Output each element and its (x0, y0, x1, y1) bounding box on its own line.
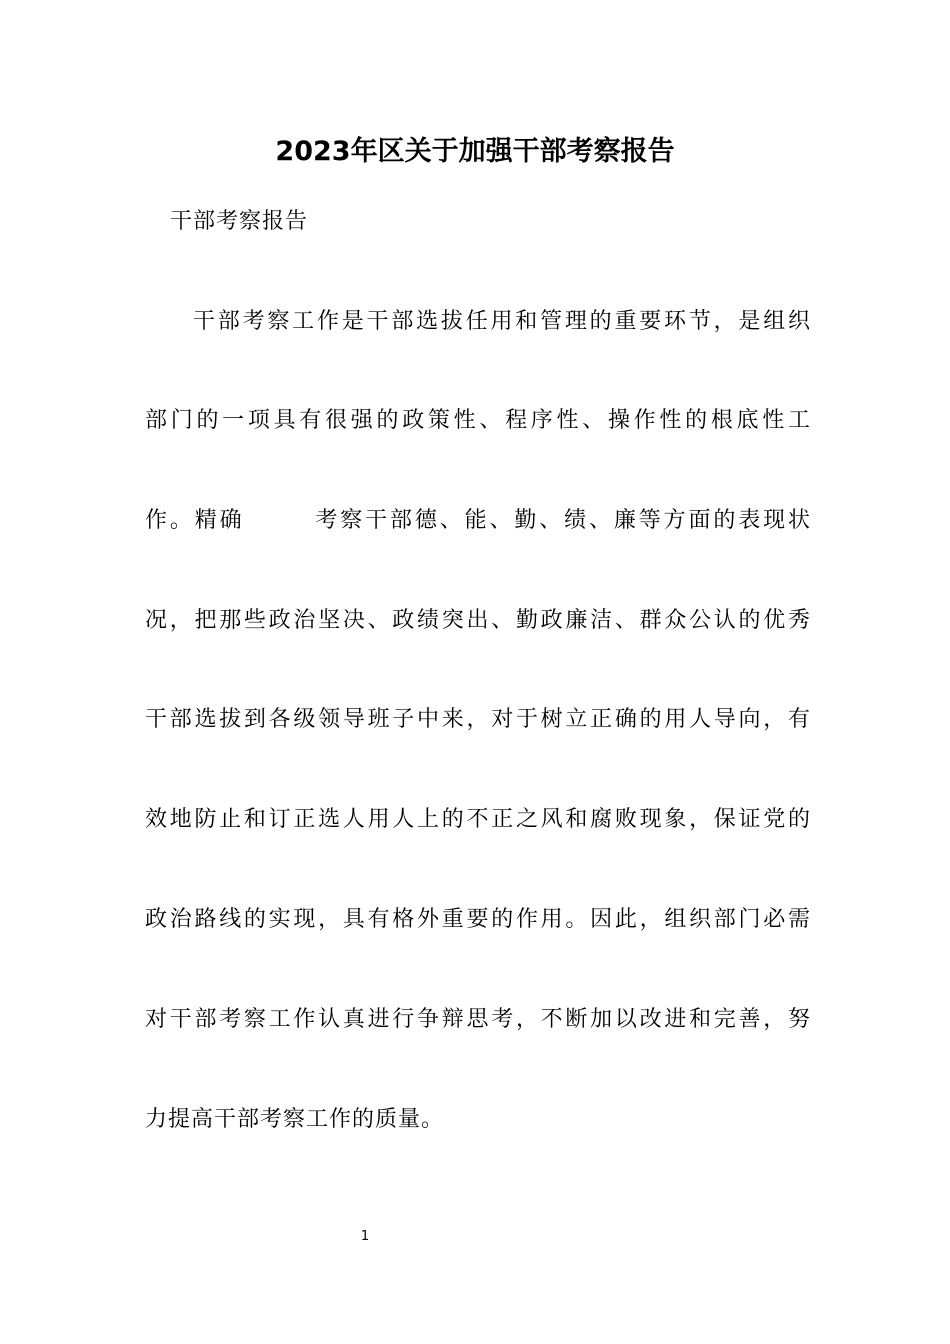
body-line-8: 对干部考察工作认真进行争辩思考，不断加以改进和完善，努 (145, 1007, 810, 1032)
body-line-3 (145, 504, 810, 538)
body-line-4: 况，把那些政治坚决、政绩突出、勤政廉洁、群众公认的优秀 (145, 608, 810, 633)
body-line-3-end: 考察干部德、能、勤、绩、廉等方面的表现状 (312, 508, 810, 533)
document-title: 2023年区关于加强干部考察报告 (275, 136, 675, 167)
body-line-2: 部门的一项具有很强的政策性、程序性、操作性的根底性工 (145, 408, 810, 433)
document-subtitle: 干部考察报告 (170, 209, 309, 234)
body-line-7: 政治路线的实现，具有格外重要的作用。因此，组织部门必需 (145, 907, 810, 932)
body-line-9: 力提高干部考察工作的质量。 (145, 1107, 445, 1132)
body-line-1: 干部考察工作是干部选拔任用和管理的重要环节，是组织 (193, 309, 810, 334)
page-number: 1 (360, 1229, 370, 1244)
body-line-3-start: 作。精确 (145, 508, 245, 533)
body-line-5: 干部选拔到各级领导班子中来，对于树立正确的用人导向，有 (145, 707, 810, 732)
body-line-6: 效地防止和订正选人用人上的不正之风和腐败现象，保证党的 (145, 807, 810, 832)
